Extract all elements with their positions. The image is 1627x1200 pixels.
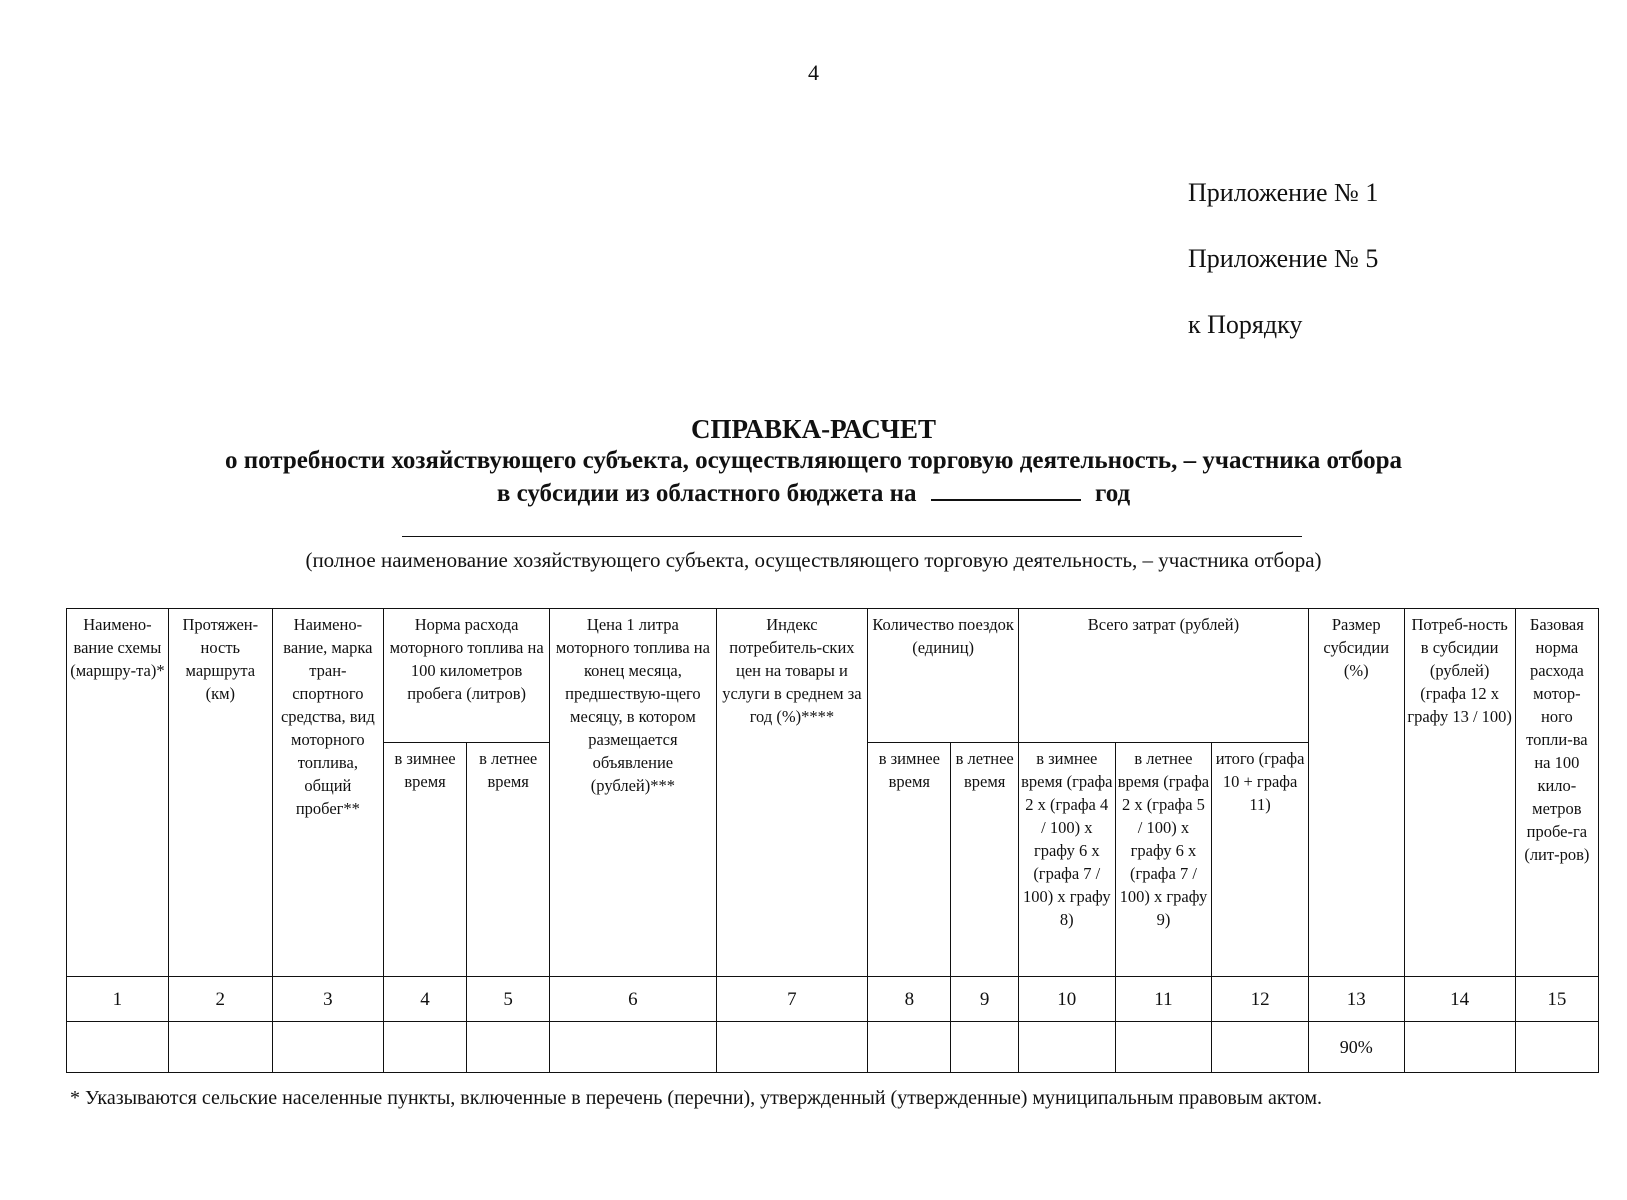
column-number: 10 (1018, 977, 1115, 1022)
cell-norm-summer[interactable] (467, 1022, 550, 1073)
header-costs-group: Всего затрат (рублей) (1018, 609, 1308, 743)
column-number: 9 (951, 977, 1019, 1022)
cell-route-name[interactable] (67, 1022, 169, 1073)
header-price-index: Индекс потребитель-ских цен на товары и услуги в среднем за год (%)**** (716, 609, 868, 977)
year-blank-field[interactable] (931, 477, 1081, 501)
column-number: 12 (1212, 977, 1309, 1022)
header-trips-group: Количество поездок (единиц) (868, 609, 1019, 743)
column-number: 3 (272, 977, 383, 1022)
annex-line-3: к Порядку (1188, 310, 1303, 339)
cell-subsidy-need[interactable] (1404, 1022, 1515, 1073)
column-number: 13 (1308, 977, 1404, 1022)
cell-subsidy-size: 90% (1308, 1022, 1404, 1073)
column-number: 4 (383, 977, 466, 1022)
cell-trips-winter[interactable] (868, 1022, 951, 1073)
header-fuel-norm-group: Норма расхода моторного топлива на 100 километров пробега (литров) (383, 609, 549, 743)
header-route-name: Наимено-вание схемы (маршру-та)* (67, 609, 169, 977)
column-number: 1 (67, 977, 169, 1022)
footnote: * Указываются сельские населенные пункты, включенные в перечень (перечни), утвержденный (утвержденные) муниципальным правовым актом. (70, 1087, 1323, 1109)
column-number: 5 (467, 977, 550, 1022)
cell-vehicle[interactable] (272, 1022, 383, 1073)
entity-name-caption: (полное наименование хозяйствующего субъекта, осуществляющего торговую деятельность, – участника отбора) (305, 548, 1322, 572)
header-vehicle: Наимено-вание, марка тран-спортного средства, вид моторного топлива, общий пробег** (272, 609, 383, 977)
cell-costs-total[interactable] (1212, 1022, 1309, 1073)
document-title: СПРАВКА-РАСЧЕТ (691, 414, 936, 444)
header-norm-summer: в летнее время (467, 743, 550, 977)
page-number: 4 (808, 60, 819, 85)
cell-costs-winter[interactable] (1018, 1022, 1115, 1073)
cell-route-length[interactable] (168, 1022, 272, 1073)
annex-line-1: Приложение № 1 (1188, 178, 1379, 207)
subtitle-suffix: год (1095, 480, 1131, 507)
header-trips-winter: в зимнее время (868, 743, 951, 977)
subtitle-prefix: в субсидии из областного бюджета на (496, 480, 917, 507)
cell-base-fuel-norm[interactable] (1515, 1022, 1598, 1073)
header-costs-summer: в летнее время (графа 2 х (графа 5 / 100) х графу 6 х (графа 7 / 100) х графу 9) (1115, 743, 1212, 977)
column-number: 6 (550, 977, 716, 1022)
column-number: 11 (1115, 977, 1212, 1022)
column-number: 8 (868, 977, 951, 1022)
header-norm-winter: в зимнее время (383, 743, 466, 977)
document-subtitle-line-2 (0, 477, 1627, 510)
title-block (0, 413, 1627, 510)
cell-price-index[interactable] (716, 1022, 868, 1073)
header-base-fuel-norm: Базовая норма расхода мотор-ного топли-ва на 100 кило-метров пробе-га (лит-ров) (1515, 609, 1598, 977)
entity-name-line[interactable] (402, 536, 1302, 537)
column-number: 7 (716, 977, 868, 1022)
column-number: 14 (1404, 977, 1515, 1022)
document-subtitle-line-1: о потребности хозяйствующего субъекта, осуществляющего торговую деятельность, – участника отбора (224, 447, 1402, 474)
header-trips-summer: в летнее время (951, 743, 1019, 977)
header-route-length: Протяжен-ность маршрута (км) (168, 609, 272, 977)
table-header-row-1 (67, 609, 1599, 743)
header-subsidy-need: Потреб-ность в субсидии (рублей) (графа 12 х графу 13 / 100) (1404, 609, 1515, 977)
column-numbers-row (67, 977, 1599, 1022)
cell-costs-summer[interactable] (1115, 1022, 1212, 1073)
table-row (67, 1022, 1599, 1073)
calculation-table (66, 608, 1599, 1073)
cell-fuel-price[interactable] (550, 1022, 716, 1073)
header-subsidy-size: Размер субсидии (%) (1308, 609, 1404, 977)
cell-trips-summer[interactable] (951, 1022, 1019, 1073)
annex-line-2: Приложение № 5 (1188, 244, 1379, 273)
cell-norm-winter[interactable] (383, 1022, 466, 1073)
column-number: 15 (1515, 977, 1598, 1022)
column-number: 2 (168, 977, 272, 1022)
header-costs-winter: в зимнее время (графа 2 х (графа 4 / 100) х графу 6 х (графа 7 / 100) х графу 8) (1018, 743, 1115, 977)
header-costs-total: итого (графа 10 + графа 11) (1212, 743, 1309, 977)
header-fuel-price: Цена 1 литра моторного топлива на конец месяца, предшествую-щего месяцу, в котором размещается объявление (рублей)*** (550, 609, 716, 977)
